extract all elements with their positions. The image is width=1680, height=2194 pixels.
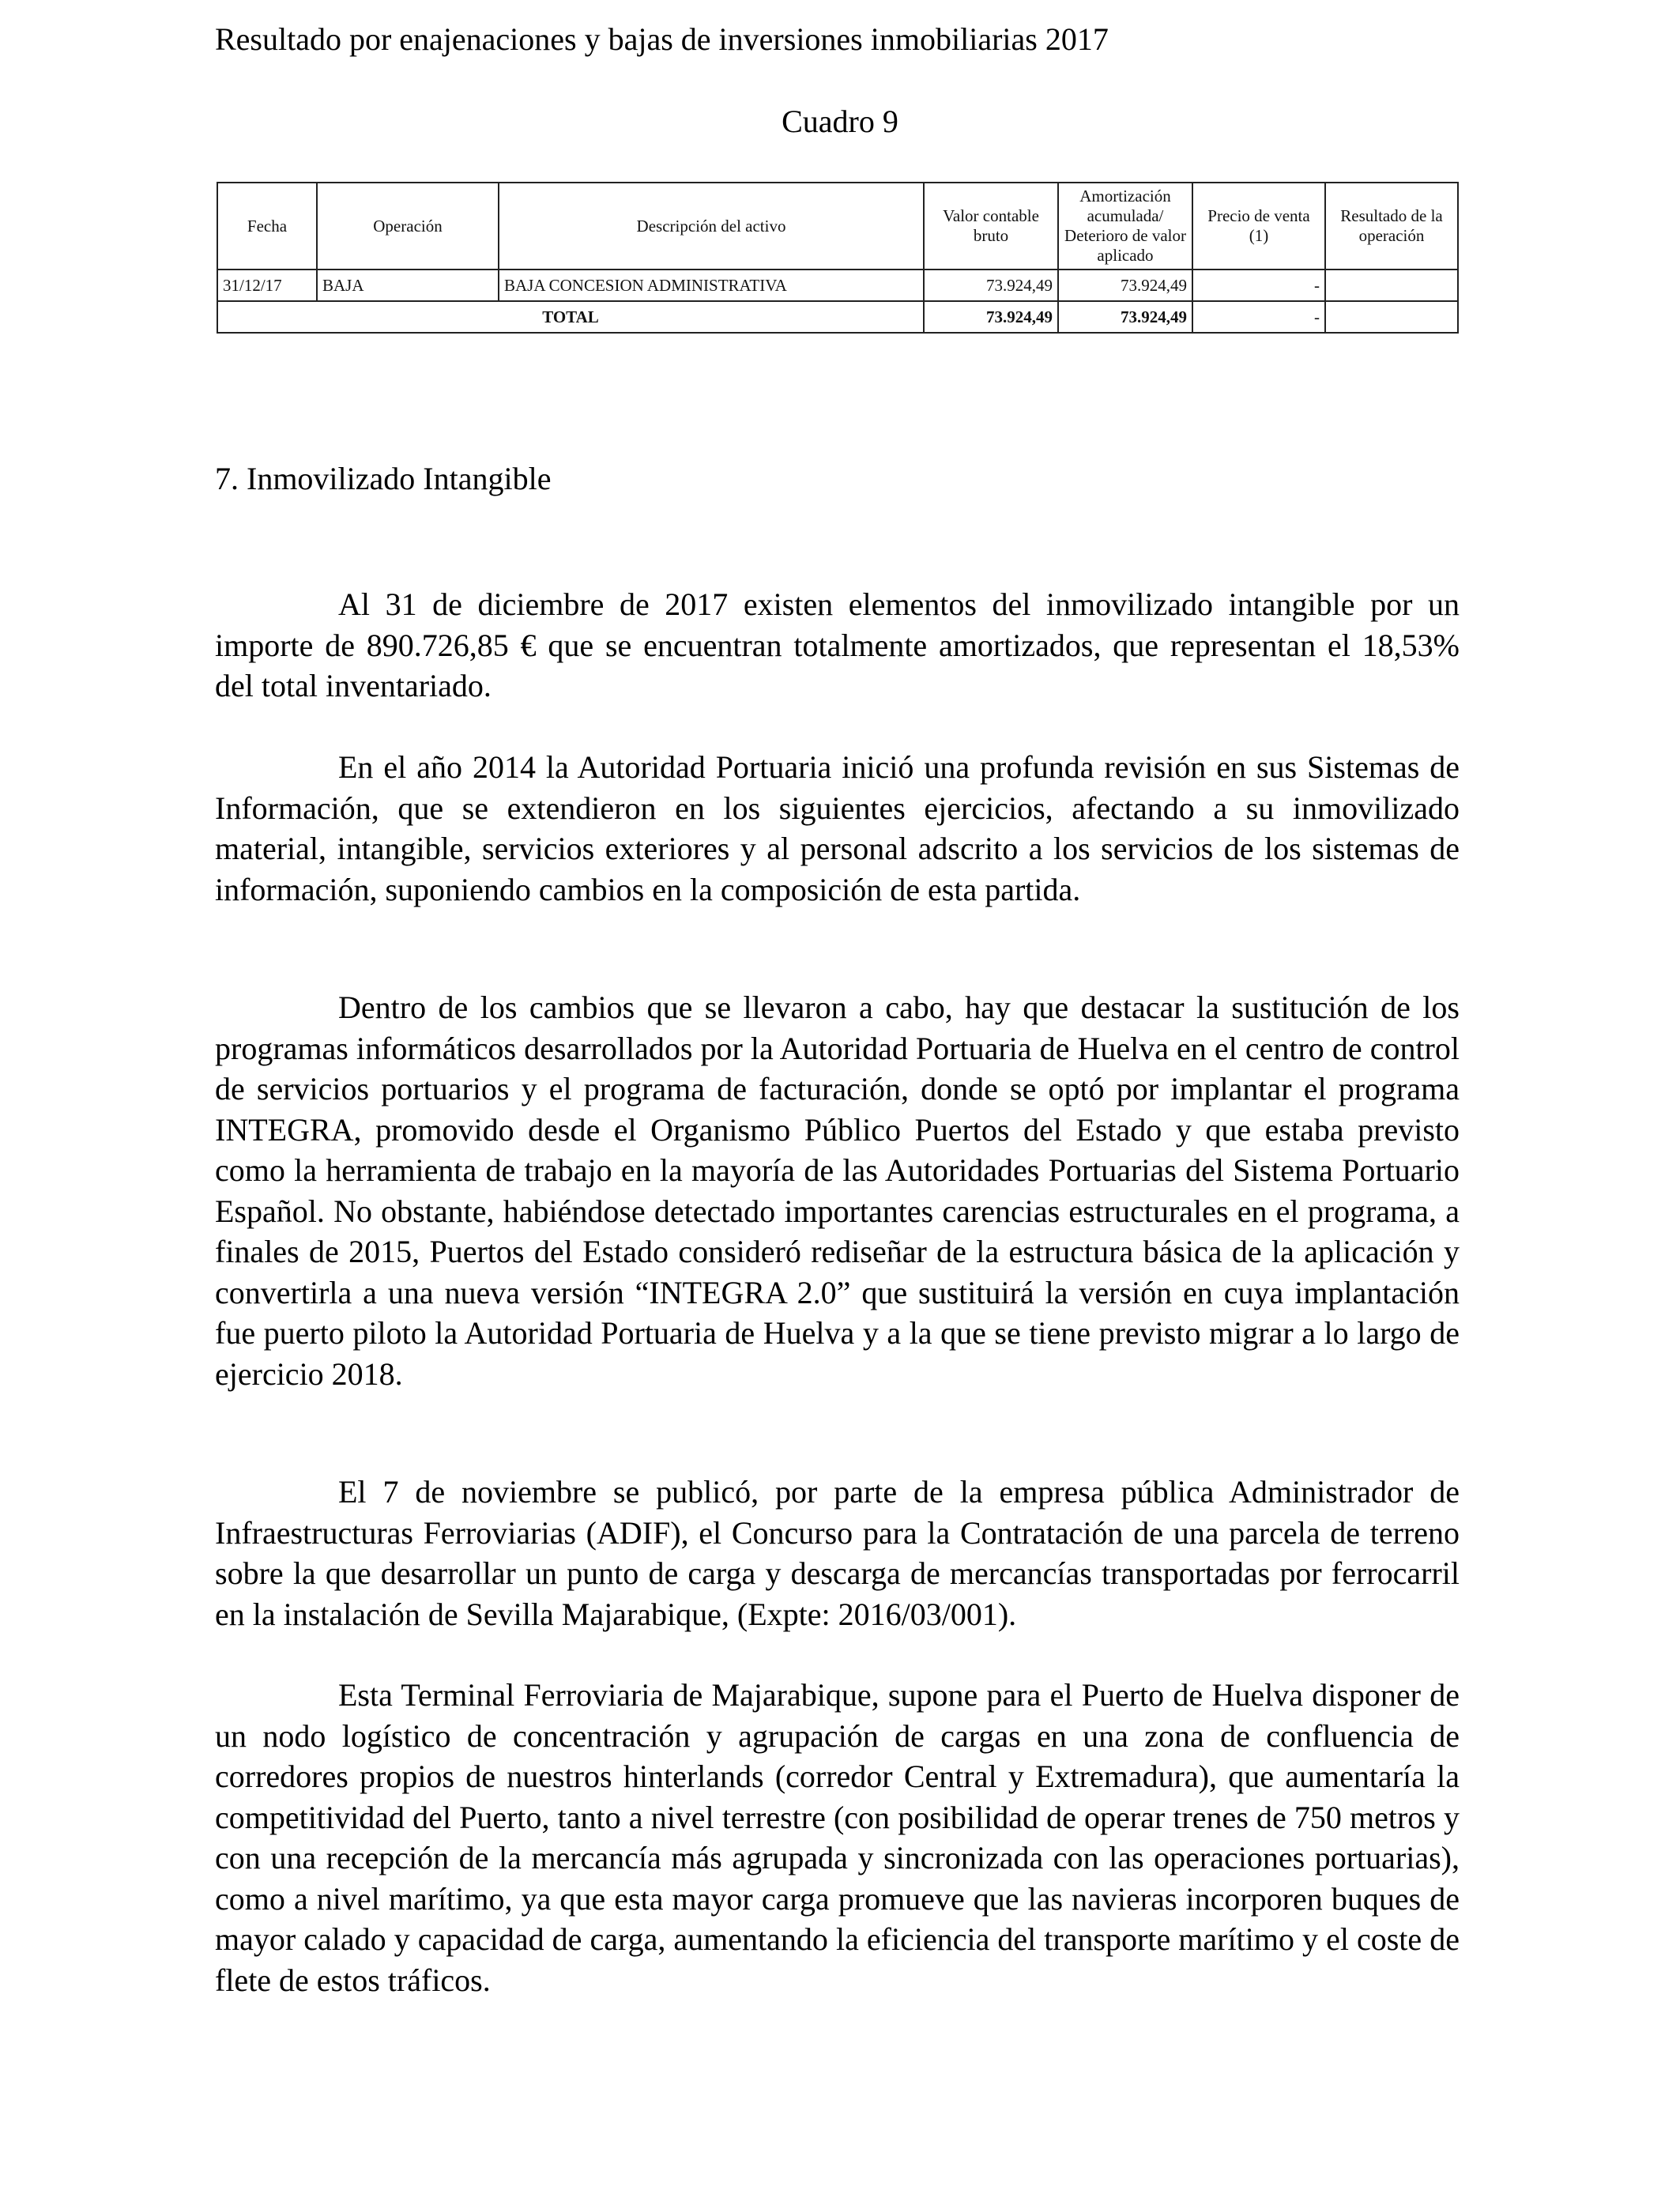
cell-amortizacion: 73.924,49 [1058,270,1192,301]
total-amortizacion: 73.924,49 [1058,301,1192,333]
cell-precio-venta: - [1192,270,1325,301]
cell-fecha: 31/12/17 [217,270,317,301]
table-header-row [217,183,1458,270]
column-header-descripcion: Descripción del activo [499,183,924,270]
cell-descripcion: BAJA CONCESION ADMINISTRATIVA [499,270,924,301]
section-title: 7. Inmovilizado Intangible [215,461,552,496]
total-resultado [1325,301,1458,333]
table-heading: Resultado por enajenaciones y bajas de inversiones inmobiliarias 2017 [215,21,1109,57]
paragraph: En el año 2014 la Autoridad Portuaria inició una profunda revisión en sus Sistemas de Información, que se extendieron en los siguientes ejercicios, afectando a su inmovilizado material, intangible, servicios exteriores y al personal adscrito a los servicios de los sistemas de información, suponiendo cambios en la composición de esta partida. [215,749,1460,907]
cell-operacion: BAJA [317,270,499,301]
column-header-operacion: Operación [317,183,499,270]
disposals-table [217,182,1459,334]
table-container [217,182,1457,334]
cell-valor-contable: 73.924,49 [924,270,1058,301]
column-header-valor-contable: Valor contable bruto [924,183,1058,270]
paragraph: Dentro de los cambios que se llevaron a cabo, hay que destacar la sustitución de los programas informáticos desarrollados por la Autoridad Portuaria de Huelva en el centro de control de servicios portuarios y el programa de facturación, donde se optó por implantar el programa INTEGRA, promovido desde el Organismo Público Puertos del Estado y que estaba previsto como la herramienta de trabajo en la mayoría de las Autoridades Portuarias del Sistema Portuario Español. No obstante, habiéndose detectado importantes carencias estructurales en el programa, a finales de 2015, Puertos del Estado consideró rediseñar de la estructura básica de la aplicación y convertirla a una nueva versión “INTEGRA 2.0” que sustituirá la versión en cuya implantación fue puerto piloto la Autoridad Portuaria de Huelva y a la que se tiene previsto migrar a lo largo de ejercicio 2018. [215,990,1460,1392]
column-header-fecha: Fecha [217,183,317,270]
cell-resultado [1325,270,1458,301]
paragraph: Esta Terminal Ferroviaria de Majarabique, supone para el Puerto de Huelva disponer de un nodo logístico de concentración y agrupación de cargas en una zona de confluencia de corredores propios de nuestros hinterlands (corredor Central y Extremadura), que aumentaría la competitividad del Puerto, tanto a nivel terrestre (con posibilidad de operar trenes de 750 metros y con una recepción de la mercancía más agrupada y sincronizada con las operaciones portuarias), como a nivel marítimo, ya que esta mayor carga promueve que las navieras incorporen buques de mayor calado y capacidad de carga, aumentando la eficiencia del transporte marítimo y el coste de flete de estos tráficos. [215,1677,1460,1998]
total-valor-contable: 73.924,49 [924,301,1058,333]
paragraph: Al 31 de diciembre de 2017 existen elementos del inmovilizado intangible por un importe de 890.726,85 € que se encuentran totalmente amortizados, que representan el 18,53% del total inventariado. [215,586,1460,703]
table-caption: Cuadro 9 [782,104,898,139]
column-header-resultado: Resultado de la operación [1325,183,1458,270]
table-total-row [217,301,1458,333]
column-header-amortizacion: Amortización acumulada/ Deterioro de valor aplicado [1058,183,1192,270]
total-precio-venta: - [1192,301,1325,333]
column-header-precio-venta: Precio de venta (1) [1192,183,1325,270]
total-label: TOTAL [217,301,924,333]
paragraph: El 7 de noviembre se publicó, por parte de la empresa pública Administrador de Infraestructuras Ferroviarias (ADIF), el Concurso para la Contratación de una parcela de terreno sobre la que desarrollar un punto de carga y descarga de mercancías transportadas por ferrocarril en la instalación de Sevilla Majarabique, (Expte: 2016/03/001). [215,1474,1460,1632]
table-row [217,270,1458,301]
